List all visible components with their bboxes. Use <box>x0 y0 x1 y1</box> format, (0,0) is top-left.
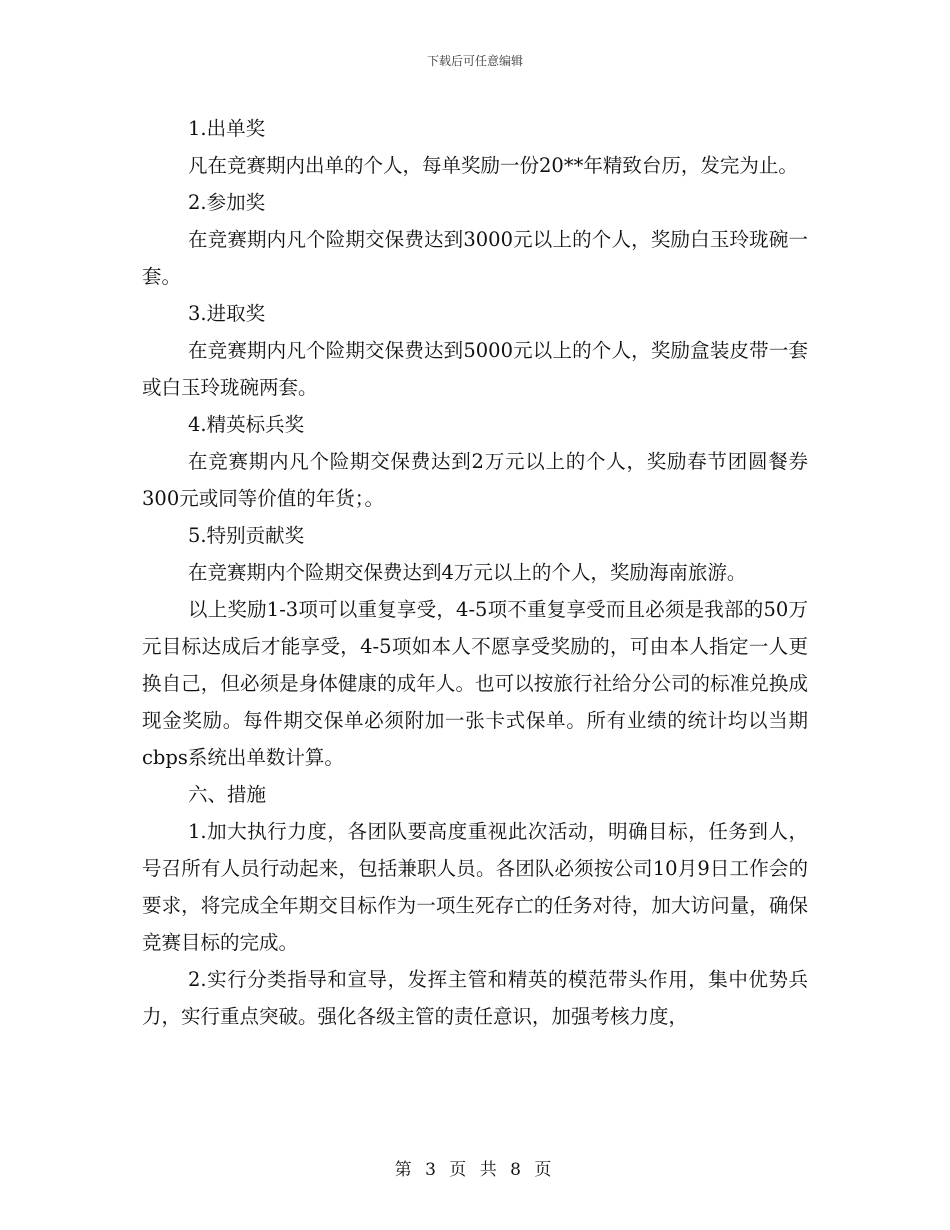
paragraph: 2.实行分类指导和宣导，发挥主管和精英的模范带头作用，集中优势兵力，实行重点突破。强化各级主管的责任意识，加强考核力度， <box>142 968 808 1028</box>
paragraph: 1.加大执行力度，各团队要高度重视此次活动，明确目标，任务到人，号召所有人员行动起来，包括兼职人员。各团队必须按公司10月9日工作会的要求，将完成全年期交目标作为一项生死存亡的任务对待，加大访问量，确保竞赛目标的完成。 <box>142 820 808 954</box>
paragraph: 在竞赛期内个险期交保费达到4万元以上的个人，奖励海南旅游。 <box>188 561 747 584</box>
paragraph: 在竞赛期内凡个险期交保费达到5000元以上的个人，奖励盒装皮带一套或白玉玲珑碗两套。 <box>142 339 808 399</box>
page-footer: 第 3 页 共 8 页 <box>394 1160 556 1180</box>
section-heading: 4.精英标兵奖 <box>188 413 305 436</box>
paragraph: 在竞赛期内凡个险期交保费达到2万元以上的个人，奖励春节团圆餐券300元或同等价值的年货；。 <box>142 450 808 510</box>
paragraph: 以上奖励1-3项可以重复享受，4-5项不重复享受而且必须是我部的50万元目标达成后才能享受，4-5项如本人不愿享受奖励的，可由本人指定一人更换自己，但必须是身体健康的成年人。也可以按旅行社给分公司的标准兑换成现金奖励。每件期交保单必须附加一张卡式保单。所有业绩的统计均以当期cbps系统出单数计算。 <box>142 598 808 769</box>
document-body <box>142 110 808 1035</box>
page-header: 下载后可任意编辑 <box>426 54 523 68</box>
section-heading: 六、措施 <box>188 783 267 806</box>
paragraph: 在竞赛期内凡个险期交保费达到3000元以上的个人，奖励白玉玲珑碗一套。 <box>142 228 808 288</box>
section-heading: 1.出单奖 <box>188 117 266 140</box>
section-heading: 5.特别贡献奖 <box>188 524 305 547</box>
section-heading: 2.参加奖 <box>188 191 266 214</box>
paragraph: 凡在竞赛期内出单的个人，每单奖励一份20**年精致台历，发完为止。 <box>188 154 798 177</box>
section-heading: 3.进取奖 <box>188 302 266 325</box>
